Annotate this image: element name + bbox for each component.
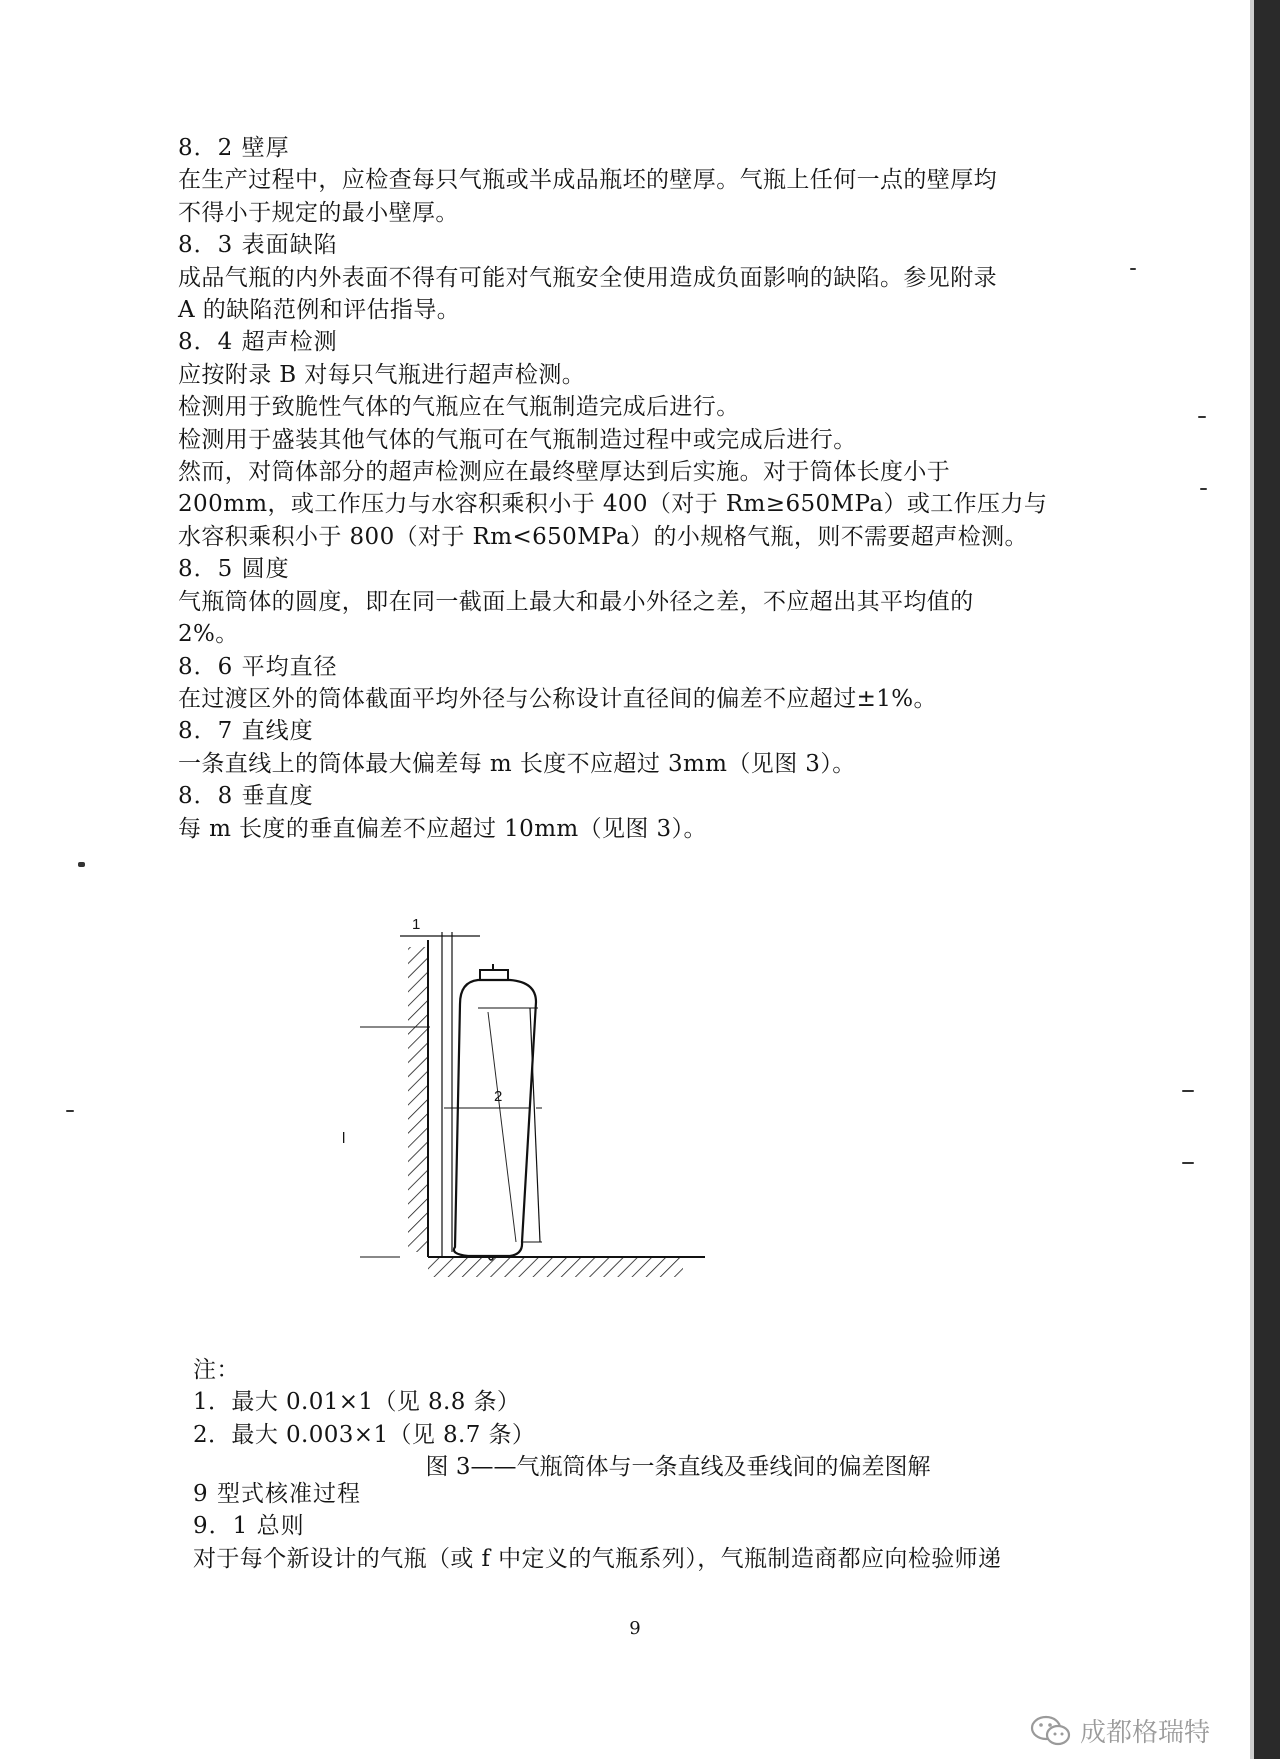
section-8-7-heading: 8．7 直线度 bbox=[178, 718, 314, 745]
body-text bbox=[178, 132, 1058, 845]
section-8-8-heading: 8．8 垂直度 bbox=[178, 783, 314, 810]
section-8-3-heading: 8．3 表面缺陷 bbox=[178, 232, 338, 259]
cylinder-body bbox=[454, 980, 536, 1256]
note-1: 1．最大 0.01×1（见 8.8 条） bbox=[193, 1389, 521, 1416]
figure-dimension-mark: l bbox=[342, 1130, 346, 1147]
right-dimension-line bbox=[530, 1008, 540, 1242]
deviation-line bbox=[488, 1012, 516, 1242]
wall-hatch bbox=[408, 947, 428, 1252]
section-8-2-heading: 8．2 壁厚 bbox=[178, 135, 290, 161]
scan-speck bbox=[1130, 268, 1136, 270]
body-line: 检测用于盛装其他气体的气瓶可在气瓶制造过程中或完成后进行。 bbox=[178, 426, 857, 453]
body-line: 应按附录 B 对每只气瓶进行超声检测。 bbox=[178, 361, 586, 388]
notes-title: 注： bbox=[193, 1357, 240, 1383]
body-line: 气瓶筒体的圆度，即在同一截面上最大和最小外径之差，不应超出其平均值的 bbox=[178, 588, 974, 615]
watermark-text: 成都格瑞特 bbox=[1080, 1718, 1211, 1748]
scan-speck bbox=[1182, 1090, 1194, 1092]
body-line: 200mm，或工作压力与水容积乘积小于 400（对于 Rm≥650MPa）或工作压力与 bbox=[178, 491, 1048, 518]
body-line: 一条直线上的筒体最大偏差每 m 长度不应超过 3mm（见图 3）。 bbox=[178, 750, 856, 777]
body-line: 检测用于致脆性气体的气瓶应在气瓶制造完成后进行。 bbox=[178, 394, 740, 421]
section-8-4-heading: 8．4 超声检测 bbox=[178, 329, 338, 356]
cylinder-deviation-drawing bbox=[360, 912, 720, 1302]
body-line: 2%。 bbox=[178, 621, 239, 648]
figure-3-diagram bbox=[342, 912, 720, 1302]
note-2: 2．最大 0.003×1（见 8.7 条） bbox=[193, 1421, 536, 1448]
scan-speck bbox=[66, 1110, 74, 1112]
scan-edge bbox=[1254, 0, 1280, 1759]
body-line: 然而，对筒体部分的超声检测应在最终壁厚达到后实施。对于筒体长度小于 bbox=[178, 459, 951, 486]
scan-speck bbox=[1198, 416, 1206, 418]
body-line: 在生产过程中，应检查每只气瓶或半成品瓶坯的壁厚。气瓶上任何一点的壁厚均 bbox=[178, 167, 997, 194]
section-9 bbox=[193, 1478, 1093, 1575]
body-line: 成品气瓶的内外表面不得有可能对气瓶安全使用造成负面影响的缺陷。参见附录 bbox=[178, 264, 997, 291]
section-9-heading: 9 型式核准过程 bbox=[193, 1481, 361, 1507]
wechat-icon bbox=[1030, 1714, 1072, 1748]
figure-label-2: 2 bbox=[494, 1088, 503, 1105]
section-9-1-heading: 9．1 总则 bbox=[193, 1513, 305, 1540]
figure-label-1: 1 bbox=[412, 916, 421, 933]
section-9-1-text: 对于每个新设计的气瓶（或 f 中定义的气瓶系列），气瓶制造商都应向检验师递 bbox=[193, 1545, 1002, 1572]
floor-hatch bbox=[428, 1257, 683, 1277]
scan-speck bbox=[1182, 1162, 1194, 1164]
section-8-5-heading: 8．5 圆度 bbox=[178, 556, 290, 583]
figure-notes bbox=[193, 1354, 1093, 1483]
body-line: 不得小于规定的最小壁厚。 bbox=[178, 199, 459, 226]
body-line: 每 m 长度的垂直偏差不应超过 10mm（见图 3）。 bbox=[178, 815, 707, 842]
figure-caption: 图 3——气瓶筒体与一条直线及垂线间的偏差图解 bbox=[425, 1454, 931, 1481]
watermark bbox=[1030, 1712, 1210, 1749]
body-line: A 的缺陷范例和评估指导。 bbox=[178, 297, 461, 324]
section-8-6-heading: 8．6 平均直径 bbox=[178, 653, 338, 680]
body-line: 水容积乘积小于 800（对于 Rm<650MPa）的小规格气瓶，则不需要超声检测。 bbox=[178, 523, 1028, 550]
body-line: 在过渡区外的筒体截面平均外径与公称设计直径间的偏差不应超过±1%。 bbox=[178, 685, 937, 712]
scan-speck bbox=[78, 862, 85, 867]
cylinder-neck bbox=[480, 970, 508, 980]
scan-speck bbox=[1200, 488, 1207, 490]
page-number: 9 bbox=[629, 1618, 641, 1639]
